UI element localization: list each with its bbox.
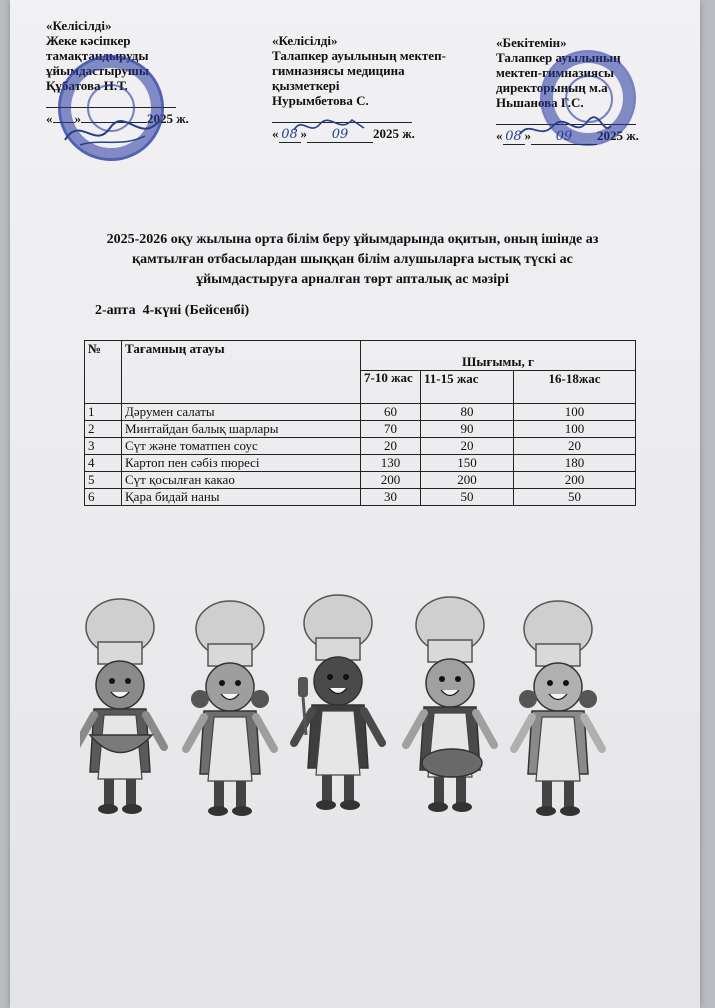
cell-value: 90 bbox=[421, 421, 514, 438]
col-header-age: 11-15 жас bbox=[421, 371, 514, 404]
cell-value: 20 bbox=[361, 438, 421, 455]
approval-line: Талапкер ауылының мектеп- bbox=[272, 48, 446, 63]
col-header-num: № bbox=[85, 341, 122, 404]
cell-value: 30 bbox=[361, 489, 421, 506]
signature-1 bbox=[60, 110, 170, 155]
week-day-label: 2-апта 4-күні (Бейсенбі) bbox=[95, 303, 250, 318]
approval-line: қызметкері bbox=[272, 78, 340, 93]
chef-kid-figure bbox=[514, 601, 602, 816]
cell-value: 150 bbox=[421, 455, 514, 472]
approval-line: Талапкер ауылының bbox=[496, 50, 621, 65]
table-header-row bbox=[85, 341, 636, 371]
approval-date: « 08 » 09 2025 ж. bbox=[272, 126, 415, 142]
kids-chefs-illustration bbox=[80, 585, 640, 825]
cell-value: 100 bbox=[514, 421, 636, 438]
approval-line: гимназиясы медицина bbox=[272, 63, 405, 78]
cell-value: 200 bbox=[361, 472, 421, 489]
approval-line: Жеке кәсіпкер bbox=[46, 33, 131, 48]
cell-value: 20 bbox=[421, 438, 514, 455]
cell-value: 200 bbox=[514, 472, 636, 489]
approval-line: Нурымбетова С. bbox=[272, 93, 369, 108]
document-title: 2025-2026 оқу жылына орта білім беру ұйымдарында оқитын, оның ішінде аз қамтылған отбасылардан шыққан білім алушыларға ыстық түскі ас ұйымдастыруға арналған төрт апталық ас мәзірі bbox=[106, 232, 599, 287]
approval-date: « » 2025 ж. bbox=[46, 111, 189, 126]
col-header-age: 7-10 жас bbox=[361, 371, 421, 404]
cell-value: 60 bbox=[361, 404, 421, 421]
col-header-age: 16-18жас bbox=[514, 371, 636, 404]
table-row bbox=[85, 489, 636, 506]
menu-table bbox=[84, 340, 636, 506]
cell-value: 130 bbox=[361, 455, 421, 472]
approval-line: Құбатова Н.Т. bbox=[46, 78, 128, 93]
approval-line: мектеп-гимназиясы bbox=[496, 65, 614, 80]
chef-kid-figure bbox=[406, 597, 494, 812]
approval-date: « 08 » 09 2025 ж. bbox=[496, 128, 639, 144]
approval-line: ұйымдастырушы bbox=[46, 63, 150, 78]
approval-heading: «Бекітемін» bbox=[496, 35, 567, 50]
cell-name: Картоп пен сәбіз пюресі bbox=[122, 455, 361, 472]
cell-name: Сүт қосылған какао bbox=[122, 472, 361, 489]
table-row bbox=[85, 438, 636, 455]
signature-3 bbox=[515, 112, 615, 147]
cell-value: 100 bbox=[514, 404, 636, 421]
cell-name: Минтайдан балық шарлары bbox=[122, 421, 361, 438]
chef-kid-figure bbox=[294, 595, 382, 810]
cell-num: 5 bbox=[85, 472, 122, 489]
approval-line: тамақтандыруды bbox=[46, 48, 149, 63]
cell-value: 180 bbox=[514, 455, 636, 472]
table-row bbox=[85, 421, 636, 438]
cell-value: 50 bbox=[514, 489, 636, 506]
approval-line: Ньшанова Г.С. bbox=[496, 95, 584, 110]
cell-num: 1 bbox=[85, 404, 122, 421]
chef-kid-figure bbox=[80, 599, 164, 814]
col-header-name: Тағамның атауы bbox=[122, 341, 361, 404]
approval-heading: «Келісілді» bbox=[46, 18, 112, 33]
cell-value: 200 bbox=[421, 472, 514, 489]
table-row bbox=[85, 455, 636, 472]
cell-num: 6 bbox=[85, 489, 122, 506]
chef-kid-figure bbox=[186, 601, 274, 816]
cell-name: Қара бидай наны bbox=[122, 489, 361, 506]
table-row bbox=[85, 472, 636, 489]
col-header-yield: Шығымы, г bbox=[361, 341, 636, 371]
basket-icon bbox=[422, 749, 482, 777]
cell-num: 4 bbox=[85, 455, 122, 472]
approval-line: директорының м.а bbox=[496, 80, 608, 95]
cell-num: 2 bbox=[85, 421, 122, 438]
cell-value: 80 bbox=[421, 404, 514, 421]
table-row bbox=[85, 404, 636, 421]
signature-2 bbox=[290, 112, 370, 140]
cell-value: 50 bbox=[421, 489, 514, 506]
cell-value: 20 bbox=[514, 438, 636, 455]
cell-num: 3 bbox=[85, 438, 122, 455]
cell-name: Дәрумен салаты bbox=[122, 404, 361, 421]
cell-value: 70 bbox=[361, 421, 421, 438]
cell-name: Сүт және томатпен соус bbox=[122, 438, 361, 455]
approval-heading: «Келісілді» bbox=[272, 33, 338, 48]
